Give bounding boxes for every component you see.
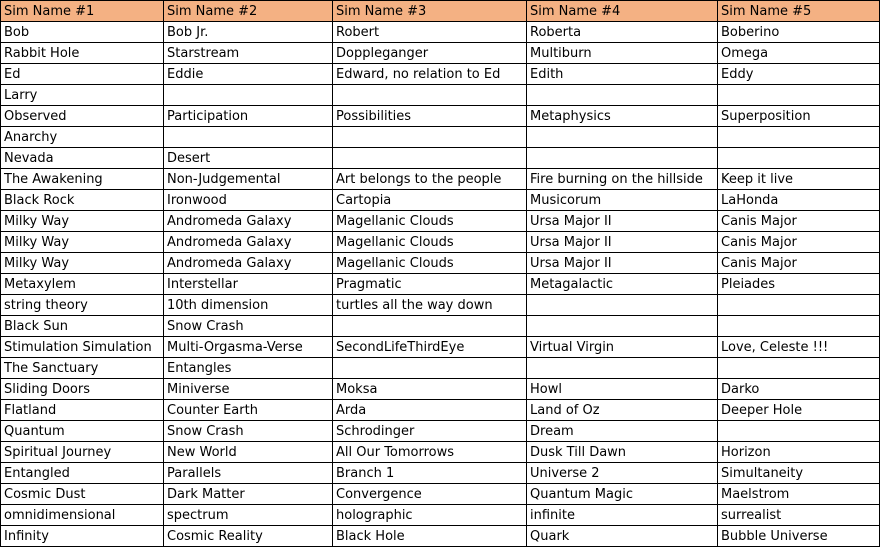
table-row: [1, 316, 880, 337]
table-row: [1, 442, 880, 463]
table-row: [1, 85, 880, 106]
table-cell[interactable]: All Our Tomorrows: [333, 442, 527, 463]
table-cell[interactable]: [333, 127, 527, 148]
table-cell[interactable]: Metaphysics: [527, 106, 718, 127]
table-cell[interactable]: Flatland: [1, 400, 164, 421]
table-body: [1, 22, 880, 547]
table-cell[interactable]: Maelstrom: [718, 484, 880, 505]
table-cell[interactable]: Deeper Hole: [718, 400, 880, 421]
table-cell[interactable]: Schrodinger: [333, 421, 527, 442]
table-cell[interactable]: LaHonda: [718, 190, 880, 211]
table-cell[interactable]: Omega: [718, 43, 880, 64]
table-cell[interactable]: Stimulation Simulation: [1, 337, 164, 358]
table-cell[interactable]: Andromeda Galaxy: [164, 253, 333, 274]
column-header[interactable]: Sim Name #4: [527, 1, 718, 22]
table-row: [1, 526, 880, 547]
table-row: [1, 106, 880, 127]
table-cell[interactable]: Pragmatic: [333, 274, 527, 295]
table-row: [1, 211, 880, 232]
table-cell[interactable]: Larry: [1, 85, 164, 106]
table-row: [1, 190, 880, 211]
table-cell[interactable]: infinite: [527, 505, 718, 526]
table-cell[interactable]: Ed: [1, 64, 164, 85]
table-cell[interactable]: [333, 148, 527, 169]
table-cell[interactable]: Howl: [527, 379, 718, 400]
table-cell[interactable]: Parallels: [164, 463, 333, 484]
table-cell[interactable]: Dream: [527, 421, 718, 442]
table-cell[interactable]: surrealist: [718, 505, 880, 526]
table-row: [1, 295, 880, 316]
column-header[interactable]: Sim Name #2: [164, 1, 333, 22]
table-cell[interactable]: Canis Major: [718, 211, 880, 232]
table-cell[interactable]: [527, 316, 718, 337]
table-cell[interactable]: Observed: [1, 106, 164, 127]
table-row: [1, 232, 880, 253]
table-cell[interactable]: Magellanic Clouds: [333, 211, 527, 232]
table-cell[interactable]: Land of Oz: [527, 400, 718, 421]
table-row: [1, 358, 880, 379]
table-cell[interactable]: [718, 316, 880, 337]
table-row: [1, 43, 880, 64]
table-cell[interactable]: [527, 127, 718, 148]
table-cell[interactable]: [333, 316, 527, 337]
table-cell[interactable]: Snow Crash: [164, 421, 333, 442]
table-cell[interactable]: Quantum Magic: [527, 484, 718, 505]
table-cell[interactable]: Arda: [333, 400, 527, 421]
table-cell[interactable]: [333, 358, 527, 379]
table-row: [1, 337, 880, 358]
table-cell[interactable]: Boberino: [718, 22, 880, 43]
table-cell[interactable]: Eddie: [164, 64, 333, 85]
table-cell[interactable]: The Sanctuary: [1, 358, 164, 379]
table-cell[interactable]: Fire burning on the hillside: [527, 169, 718, 190]
table-cell[interactable]: Simultaneity: [718, 463, 880, 484]
table-cell[interactable]: Black Sun: [1, 316, 164, 337]
table-cell[interactable]: Ursa Major II: [527, 211, 718, 232]
table-cell[interactable]: Love, Celeste !!!: [718, 337, 880, 358]
table-cell[interactable]: The Awakening: [1, 169, 164, 190]
table-row: [1, 274, 880, 295]
table-cell[interactable]: turtles all the way down: [333, 295, 527, 316]
table-cell[interactable]: [527, 295, 718, 316]
table-cell[interactable]: Robert: [333, 22, 527, 43]
table-cell[interactable]: Multi-Orgasma-Verse: [164, 337, 333, 358]
table-cell[interactable]: Cosmic Reality: [164, 526, 333, 547]
table-cell[interactable]: Ironwood: [164, 190, 333, 211]
table-cell[interactable]: Dark Matter: [164, 484, 333, 505]
table-cell[interactable]: Nevada: [1, 148, 164, 169]
table-cell[interactable]: Edith: [527, 64, 718, 85]
table-cell[interactable]: Magellanic Clouds: [333, 253, 527, 274]
table-cell[interactable]: New World: [164, 442, 333, 463]
table-cell[interactable]: Magellanic Clouds: [333, 232, 527, 253]
table-cell[interactable]: Cosmic Dust: [1, 484, 164, 505]
table-cell[interactable]: Canis Major: [718, 232, 880, 253]
table-row: [1, 400, 880, 421]
table-cell[interactable]: spectrum: [164, 505, 333, 526]
table-cell[interactable]: Pleiades: [718, 274, 880, 295]
table-cell[interactable]: Quark: [527, 526, 718, 547]
table-cell[interactable]: Ursa Major II: [527, 232, 718, 253]
table-cell[interactable]: Metaxylem: [1, 274, 164, 295]
table-cell[interactable]: Roberta: [527, 22, 718, 43]
table-cell[interactable]: Branch 1: [333, 463, 527, 484]
table-cell[interactable]: [718, 295, 880, 316]
table-cell[interactable]: Universe 2: [527, 463, 718, 484]
table-cell[interactable]: 10th dimension: [164, 295, 333, 316]
table-cell[interactable]: Anarchy: [1, 127, 164, 148]
table-cell[interactable]: Multiburn: [527, 43, 718, 64]
table-cell[interactable]: [718, 421, 880, 442]
table-cell[interactable]: [333, 85, 527, 106]
table-cell[interactable]: Participation: [164, 106, 333, 127]
table-row: [1, 148, 880, 169]
table-cell[interactable]: Horizon: [718, 442, 880, 463]
table-cell[interactable]: [164, 127, 333, 148]
table-cell[interactable]: Bob: [1, 22, 164, 43]
table-cell[interactable]: Rabbit Hole: [1, 43, 164, 64]
table-cell[interactable]: Ursa Major II: [527, 253, 718, 274]
table-cell[interactable]: Convergence: [333, 484, 527, 505]
column-header[interactable]: Sim Name #3: [333, 1, 527, 22]
table-cell[interactable]: Milky Way: [1, 253, 164, 274]
table-cell[interactable]: Milky Way: [1, 211, 164, 232]
table-cell[interactable]: Possibilities: [333, 106, 527, 127]
table-cell[interactable]: [527, 358, 718, 379]
table-row: [1, 505, 880, 526]
header-row: [1, 1, 880, 22]
table-row: [1, 421, 880, 442]
table-cell[interactable]: Entangles: [164, 358, 333, 379]
table-cell[interactable]: [718, 127, 880, 148]
table-cell[interactable]: Doppleganger: [333, 43, 527, 64]
table-cell[interactable]: Metagalactic: [527, 274, 718, 295]
table-cell[interactable]: [527, 148, 718, 169]
column-header[interactable]: Sim Name #1: [1, 1, 164, 22]
table-cell[interactable]: Sliding Doors: [1, 379, 164, 400]
table-row: [1, 169, 880, 190]
table-cell[interactable]: [164, 85, 333, 106]
table-cell[interactable]: Infinity: [1, 526, 164, 547]
table-cell[interactable]: Bob Jr.: [164, 22, 333, 43]
table-row: [1, 463, 880, 484]
table-cell[interactable]: Milky Way: [1, 232, 164, 253]
table-cell[interactable]: Dusk Till Dawn: [527, 442, 718, 463]
table-cell[interactable]: Eddy: [718, 64, 880, 85]
table-cell[interactable]: Interstellar: [164, 274, 333, 295]
table-cell[interactable]: Andromeda Galaxy: [164, 211, 333, 232]
column-header[interactable]: Sim Name #5: [718, 1, 880, 22]
table-cell[interactable]: [718, 358, 880, 379]
table-cell[interactable]: Cartopia: [333, 190, 527, 211]
table-cell[interactable]: Spiritual Journey: [1, 442, 164, 463]
table-cell[interactable]: Black Hole: [333, 526, 527, 547]
table-cell[interactable]: [527, 85, 718, 106]
table-cell[interactable]: Bubble Universe: [718, 526, 880, 547]
table-cell[interactable]: SecondLifeThirdEye: [333, 337, 527, 358]
table-cell[interactable]: Entangled: [1, 463, 164, 484]
table-cell[interactable]: Art belongs to the people: [333, 169, 527, 190]
table-cell[interactable]: [718, 85, 880, 106]
table-row: [1, 379, 880, 400]
table-row: [1, 127, 880, 148]
table-cell[interactable]: Quantum: [1, 421, 164, 442]
table-cell[interactable]: Canis Major: [718, 253, 880, 274]
table-cell[interactable]: omnidimensional: [1, 505, 164, 526]
table-cell[interactable]: Superposition: [718, 106, 880, 127]
table-cell[interactable]: Edward, no relation to Ed: [333, 64, 527, 85]
table-cell[interactable]: Counter Earth: [164, 400, 333, 421]
table-cell[interactable]: Andromeda Galaxy: [164, 232, 333, 253]
table-cell[interactable]: Snow Crash: [164, 316, 333, 337]
table-cell[interactable]: Miniverse: [164, 379, 333, 400]
table-cell[interactable]: string theory: [1, 295, 164, 316]
table-cell[interactable]: Non-Judgemental: [164, 169, 333, 190]
table-cell[interactable]: Virtual Virgin: [527, 337, 718, 358]
table-cell[interactable]: Musicorum: [527, 190, 718, 211]
table-row: [1, 22, 880, 43]
table-cell[interactable]: Moksa: [333, 379, 527, 400]
table-cell[interactable]: Starstream: [164, 43, 333, 64]
table-row: [1, 484, 880, 505]
table-cell[interactable]: Desert: [164, 148, 333, 169]
table-cell[interactable]: holographic: [333, 505, 527, 526]
table-cell[interactable]: Keep it live: [718, 169, 880, 190]
table-row: [1, 64, 880, 85]
table-cell[interactable]: [718, 148, 880, 169]
table-row: [1, 253, 880, 274]
table-cell[interactable]: Darko: [718, 379, 880, 400]
table-cell[interactable]: Black Rock: [1, 190, 164, 211]
